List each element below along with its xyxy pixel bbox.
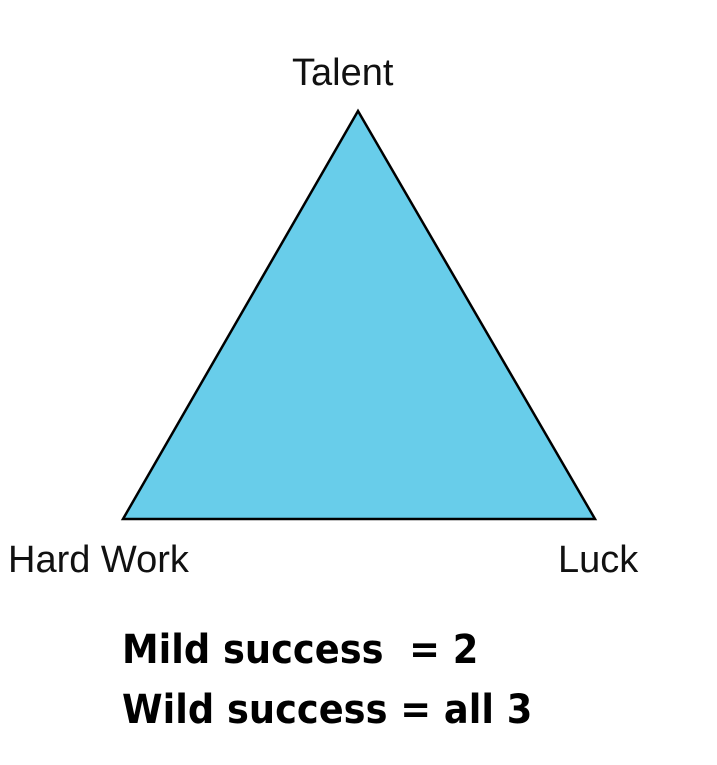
caption-wild-success: Wild success = all 3 <box>122 687 533 733</box>
vertex-label-talent: Talent <box>292 52 394 94</box>
vertex-label-hard-work: Hard Work <box>8 539 189 581</box>
triangle-shape <box>123 111 595 519</box>
vertex-label-luck: Luck <box>558 539 639 581</box>
caption-mild-success: Mild success = 2 <box>122 627 479 673</box>
